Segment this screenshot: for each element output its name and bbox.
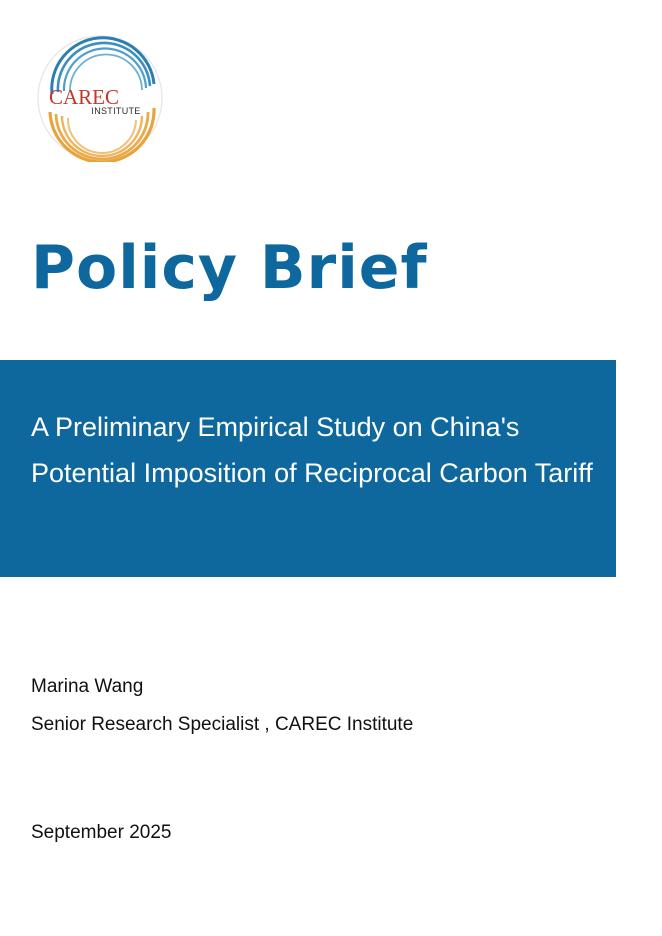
logo-wordmark: CAREC xyxy=(48,85,120,109)
publication-date: September 2025 xyxy=(31,822,172,843)
logo-subtitle: INSTITUTE xyxy=(91,106,141,116)
logo-emblem xyxy=(36,34,164,162)
document-type-heading: Policy Brief xyxy=(31,233,428,303)
carec-institute-logo xyxy=(36,34,164,162)
author-name: Marina Wang xyxy=(31,676,144,697)
author-role: Senior Research Specialist , CAREC Institute xyxy=(31,714,414,735)
document-title: A Preliminary Empirical Study on China's Potential Imposition of Reciprocal Carbon Tariff xyxy=(31,412,593,488)
